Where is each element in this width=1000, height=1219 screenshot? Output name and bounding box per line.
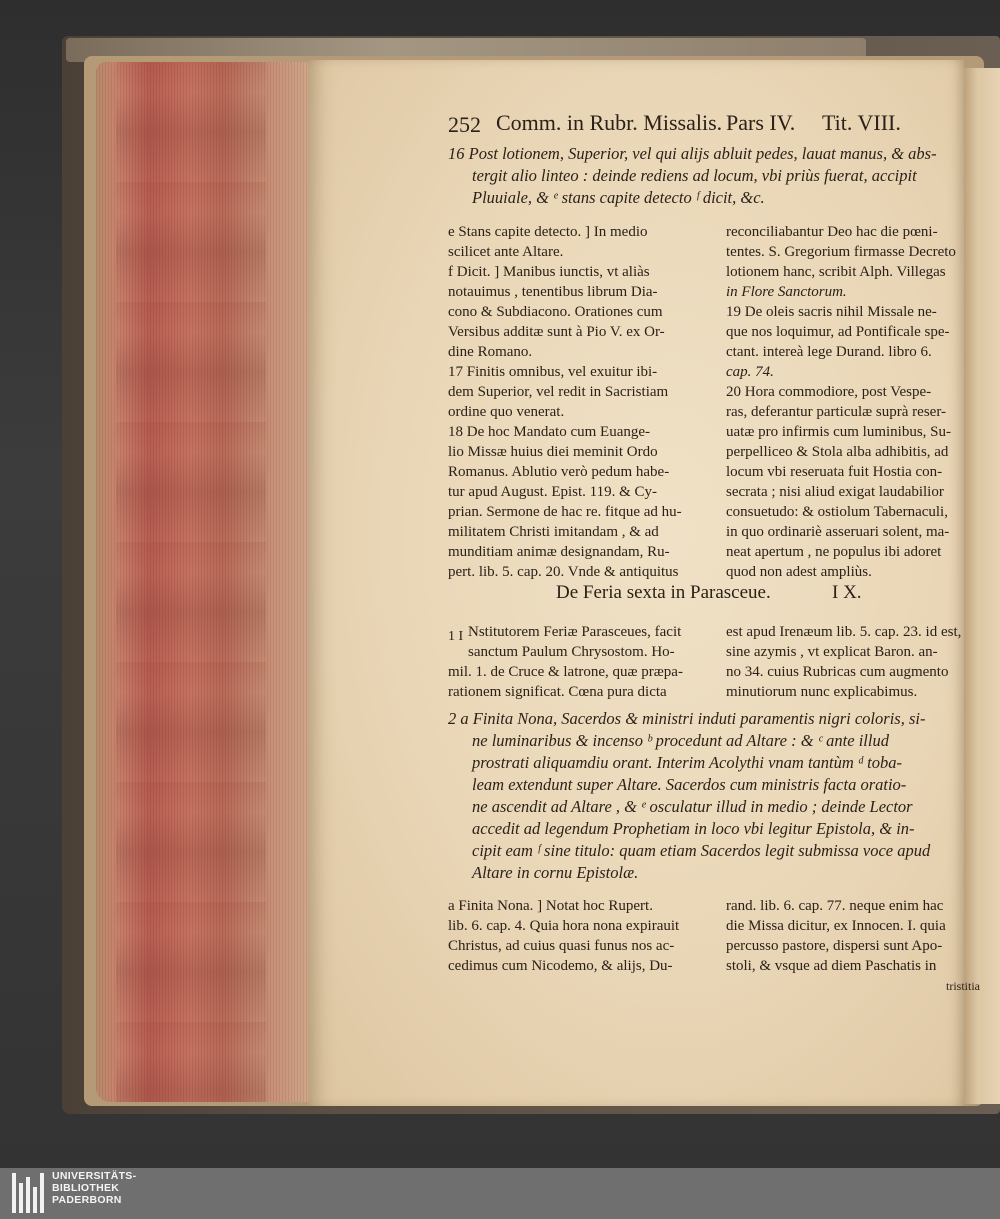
text-line: neat apertum , ne populus ibi adoret [726,544,942,560]
text-line: reconciliabantur Deo hac die pœni- [726,224,938,240]
text-line: 17 Finitis omnibus, vel exuitur ibi- [448,364,658,380]
rubric-line: ne luminaribus & incenso ᵇ procedunt ad Altare : & ᶜ ante illud [472,731,889,750]
text-line: ras, deferantur particulæ suprà reser- [726,404,947,420]
book-page [308,60,980,1106]
rubric-line: tergit alio linteo : deinde rediens ad locum, vbi priùs fuerat, accipit [472,166,917,185]
text-line: Christus, ad cuius quasi funus nos ac- [448,938,675,954]
text-line: secrata ; nisi aliud exigat laudabilior [726,484,944,500]
text-line: 19 De oleis sacris nihil Missale ne- [726,304,937,320]
text-line: ordine quo venerat. [448,404,565,420]
right-column-1 [726,222,956,582]
text-line: est apud Irenæum lib. 5. cap. 23. id est, [726,624,962,640]
text-line: 20 Hora commodiore, post Vespe- [726,384,932,400]
text-line: percusso pastore, dispersi sunt Apo- [726,938,943,954]
text-line: munditiam animæ designandam, Ru- [448,544,670,560]
library-name-line: BIBLIOTHEK [52,1182,120,1194]
red-stained-fore-edge [96,62,308,1102]
left-column-3 [448,896,679,976]
text-line: perpelliceo & Stola alba adhibitis, ad [726,444,949,460]
text-line: lio Missæ huius diei meminit Ordo [448,444,658,460]
text-line: a Finita Nona. ] Notat hoc Rupert. [448,898,653,914]
text-line: tentes. S. Gregorium firmasse Decreto [726,244,956,260]
section-heading: De Feria sexta in Parasceue. [556,582,771,603]
text-line: lotionem hanc, scribit Alph. Villegas [726,264,946,280]
text-line: Nstitutorem Feriæ Parasceues, facit [468,624,682,640]
text-line: no 34. cuius Rubricas cum augmento [726,664,949,680]
library-logo-icon [12,1173,46,1213]
text-line: sine azymis , vt explicat Baron. an- [726,644,938,660]
text-line: tur apud August. Epist. 119. & Cy- [448,484,658,500]
left-column-2 [448,622,683,702]
rubric-2 [448,708,930,884]
section-number: I X. [832,582,862,603]
text-line: lib. 6. cap. 4. Quia hora nona expirauit [448,918,680,934]
text-line: cedimus cum Nicodemo, & alijs, Du- [448,958,673,974]
text-line: prian. Sermone de hac re. fitque ad hu- [448,504,682,520]
text-line: dine Romano. [448,344,533,360]
text-line: rationem significat. Cœna pura dicta [448,684,667,700]
text-line: notauimus , tenentibus librum Dia- [448,284,658,300]
text-line [448,622,683,642]
title-number: Tit. VIII. [822,110,901,135]
text-line: stoli, & vsque ad diem Paschatis in [726,958,937,974]
text-line: f Dicit. ] Manibus iunctis, vt aliàs [448,264,650,280]
text-line: sanctum Paulum Chrysostom. Ho- [468,644,675,660]
text-line: que nos loquimur, ad Pontificale spe- [726,324,950,340]
text-line: cap. 74. [726,364,774,380]
text-line: Versibus additæ sunt à Pio V. ex Or- [448,324,665,340]
library-name [52,1170,136,1206]
text-line: locum vbi reseruata fuit Hostia con- [726,464,943,480]
text-line: uatæ pro infirmis cum luminibus, Su- [726,424,951,440]
part-label: Pars IV. [726,110,796,135]
text-line: e Stans capite detecto. ] In medio [448,224,648,240]
paragraph-number: 1 I [448,629,464,644]
rubric-line: ne ascendit ad Altare , & ᵉ osculatur illud in medio ; deinde Lector [472,797,913,816]
text-line: quod non adest ampliùs. [726,564,872,580]
rubric-line: leam extendunt super Altare. Sacerdos cum ministris facta oratio- [472,775,907,794]
page-number: 252 [448,112,481,137]
catchword: tristitia [946,979,980,993]
rubric-line: prostrati aliquamdiu orant. Interim Acolythi vnam tantùm ᵈ toba- [472,753,902,772]
text-line: 18 De hoc Mandato cum Euange- [448,424,651,440]
rubric-line: accedit ad legendum Prophetiam in loco vbi legitur Epistola, & in- [472,819,915,838]
text-line: die Missa dicitur, ex Innocen. I. quia [726,918,946,934]
text-line: ctant. intereà lege Durand. libro 6. [726,344,932,360]
rubric-line: Pluuiale, & ᵉ stans capite detecto ᶠ dicit, &c. [472,188,765,207]
text-line: Romanus. Ablutio verò pedum habe- [448,464,670,480]
text-line: pert. lib. 5. cap. 20. Vnde & antiquitus [448,564,679,580]
text-line: in quo ordinariè asseruari solent, ma- [726,524,950,540]
text-line: scilicet ante Altare. [448,244,564,260]
text-line: minutiorum nunc explicabimus. [726,684,918,700]
text-line: in Flore Sanctorum. [726,284,847,300]
library-name-line: UNIVERSITÄTS- [52,1170,137,1182]
text-line: cono & Subdiacono. Orationes cum [448,304,663,320]
right-column-2 [726,622,961,702]
rubric-line: 2 a Finita Nona, Sacerdos & ministri induti paramentis nigri coloris, si- [448,709,926,728]
text-line: mil. 1. de Cruce & latrone, quæ præpa- [448,664,683,680]
left-column-1 [448,222,682,582]
text-line: militatem Christi imitandam , & ad [448,524,659,540]
rubric-line: Altare in cornu Epistolæ. [472,863,639,882]
text-line: dem Superior, vel redit in Sacristiam [448,384,669,400]
rubric-line: cipit eam ᶠ sine titulo: quam etiam Sacerdos legit submissa voce apud [472,841,931,860]
text-line: consuetudo: & ostiolum Tabernaculi, [726,504,948,520]
rubric-16 [448,143,937,209]
rubric-line: 16 Post lotionem, Superior, vel qui alijs abluit pedes, lauat manus, & abs- [448,144,937,163]
running-title: Comm. in Rubr. Missalis. [496,110,723,135]
library-footer-bar [0,1168,1000,1219]
right-column-3 [726,896,980,996]
text-line: rand. lib. 6. cap. 77. neque enim hac [726,898,944,914]
library-name-line: PADERBORN [52,1194,122,1206]
